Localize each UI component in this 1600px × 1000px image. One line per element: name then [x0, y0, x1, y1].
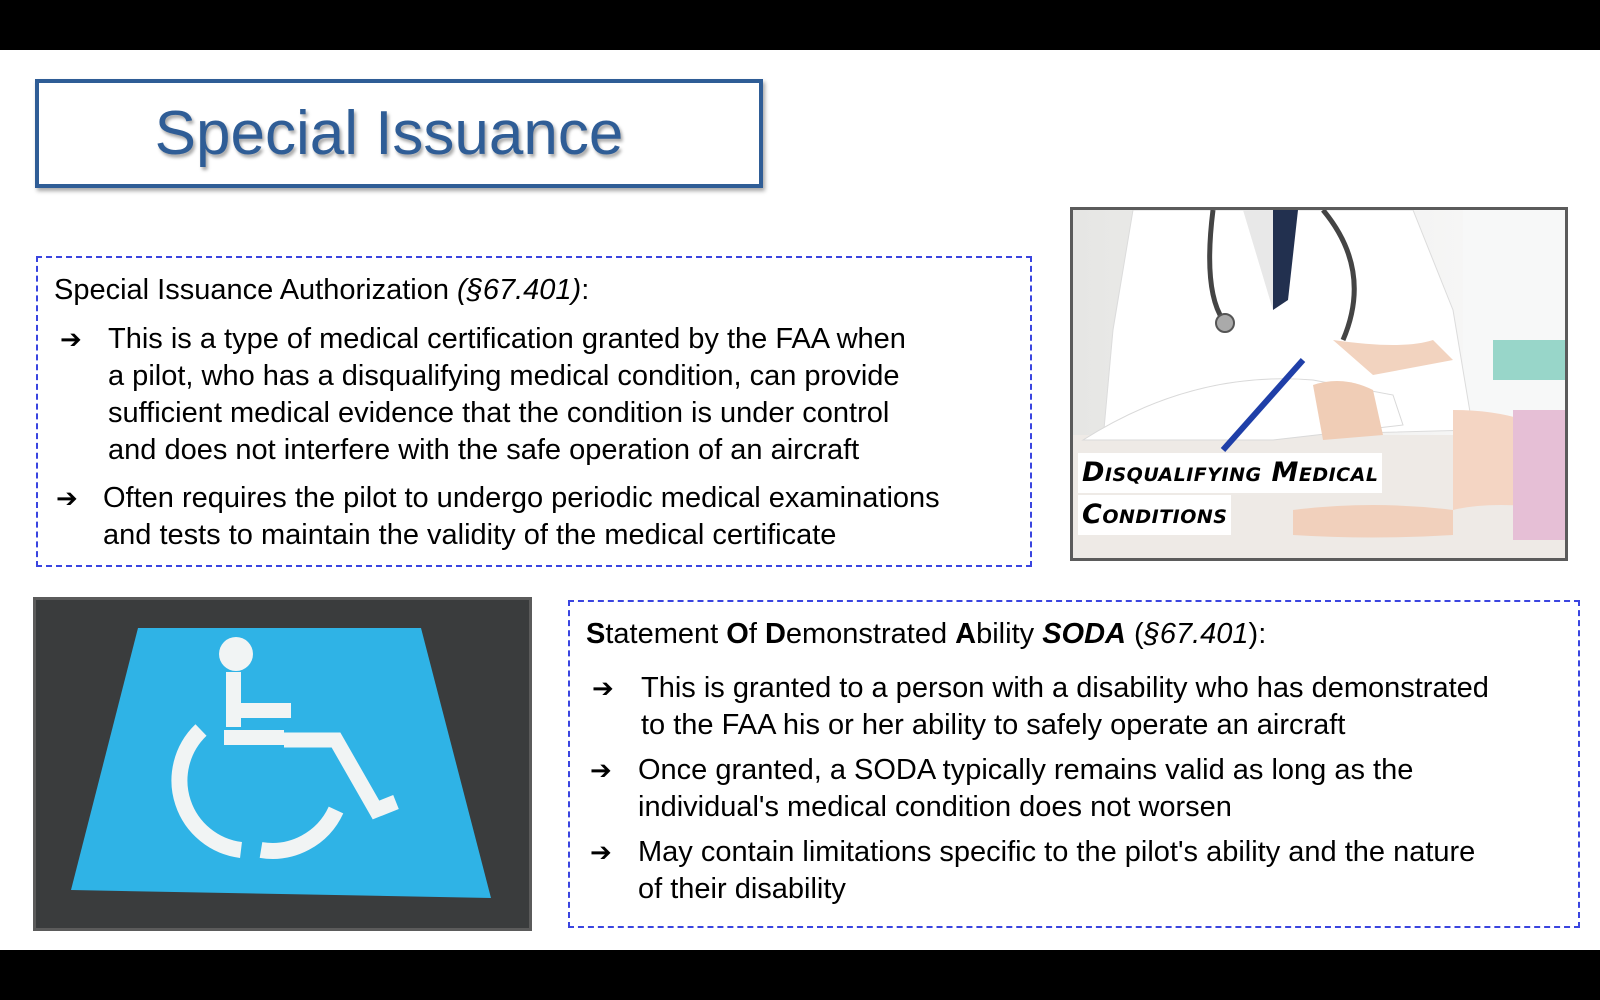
bullet-line: and tests to maintain the validity of the medical certificate — [103, 519, 837, 551]
bullet-item — [590, 834, 1550, 910]
bullet-line: individual's medical condition does not worsen — [638, 791, 1232, 823]
bullet-line: and does not interfere with the safe operation of an aircraft — [108, 434, 860, 466]
disability-parking-photo — [33, 597, 532, 931]
bullet-text — [108, 321, 906, 469]
soda-box — [568, 600, 1580, 928]
bullet-line: This is granted to a person with a disability who has demonstrated — [641, 672, 1489, 704]
arrow-icon: ➔ — [60, 324, 82, 354]
bullet-item — [56, 480, 1006, 556]
heading-letter: O — [726, 618, 749, 650]
bullet-line: sufficient medical evidence that the condition is under control — [108, 397, 890, 429]
bullet-line: This is a type of medical certification granted by the FAA when — [108, 323, 906, 355]
bullet-text — [638, 752, 1413, 826]
bullet-text — [638, 834, 1475, 908]
bullet-line: to the FAA his or her ability to safely operate an aircraft — [641, 709, 1346, 741]
heading-word: f — [748, 618, 765, 650]
doctor-photo — [1070, 207, 1568, 561]
slide — [0, 50, 1600, 950]
heading-reference: §67.401 — [1143, 618, 1249, 650]
bullet-item — [590, 752, 1550, 828]
bullet-text — [103, 480, 940, 554]
bullet-line: of their disability — [638, 873, 846, 905]
caption-line-2: Conditions — [1078, 495, 1231, 535]
title-box — [35, 79, 763, 188]
page-title: Special Issuance — [154, 99, 624, 168]
heading-letter: A — [955, 618, 977, 650]
bullet-line: a pilot, who has a disqualifying medical condition, can provide — [108, 360, 900, 392]
soda-acronym: SODA — [1042, 618, 1126, 650]
heading-paren: ( — [1125, 618, 1144, 650]
heading-word: bility — [976, 618, 1043, 650]
heading-reference: (§67.401) — [457, 274, 582, 306]
arrow-icon: ➔ — [590, 837, 612, 867]
arrow-icon: ➔ — [56, 483, 78, 513]
heading-word: tatement — [605, 618, 727, 650]
wheelchair-icon — [36, 600, 529, 928]
heading-paren: ): — [1248, 618, 1267, 650]
heading-word: emonstrated — [785, 618, 956, 650]
special-issuance-heading — [54, 274, 589, 307]
arrow-icon: ➔ — [592, 673, 614, 703]
soda-heading — [586, 618, 1266, 651]
bullet-item — [592, 670, 1552, 746]
heading-letter: S — [586, 618, 606, 650]
caption-line-1: Disqualifying Medical — [1078, 453, 1382, 493]
heading-text: Special Issuance Authorization — [54, 274, 458, 306]
bullet-line: May contain limitations specific to the pilot's ability and the nature — [638, 836, 1476, 868]
arrow-icon: ➔ — [590, 755, 612, 785]
special-issuance-box — [36, 256, 1032, 567]
bullet-item — [60, 321, 960, 471]
bullet-line: Once granted, a SODA typically remains valid as long as the — [638, 754, 1414, 786]
heading-letter: D — [764, 618, 786, 650]
bullet-line: Often requires the pilot to undergo periodic medical examinations — [103, 482, 940, 514]
heading-colon: : — [581, 274, 590, 306]
bullet-text — [641, 670, 1489, 744]
